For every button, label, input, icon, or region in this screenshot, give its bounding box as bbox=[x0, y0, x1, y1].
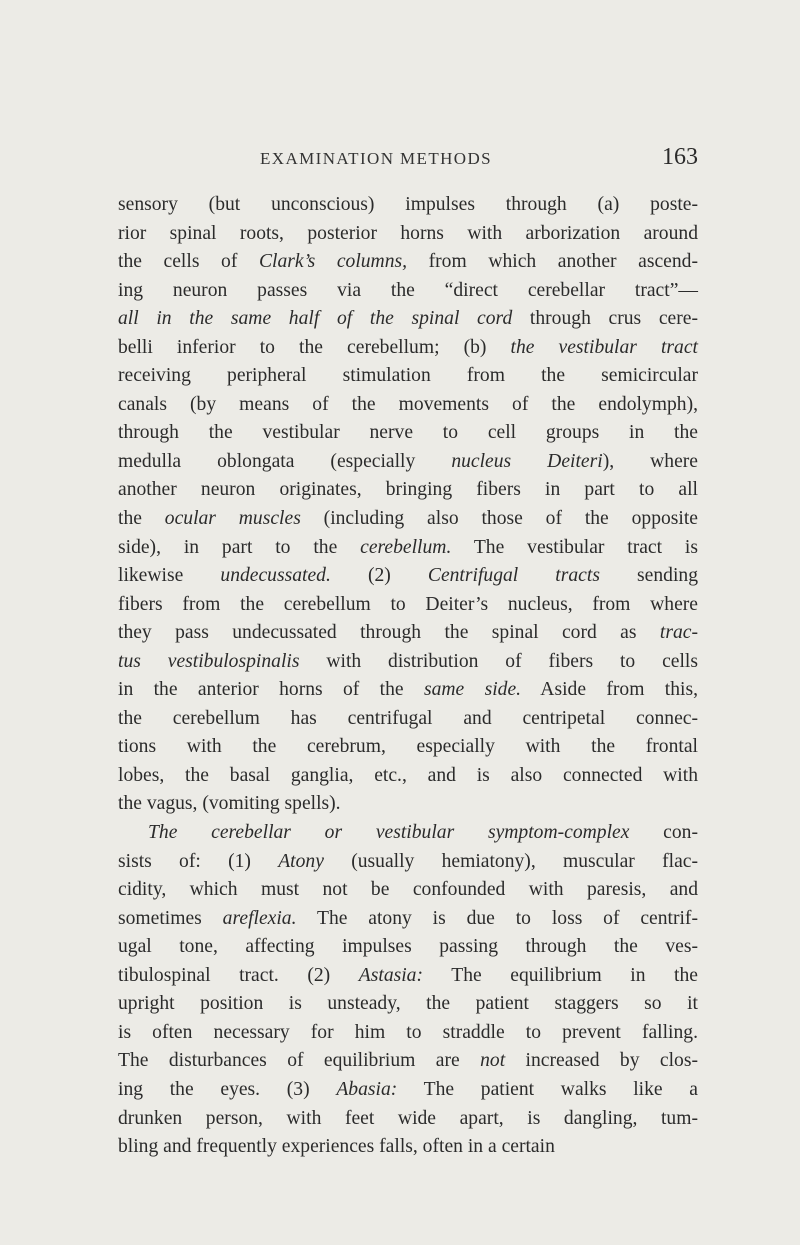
text-line bbox=[118, 334, 698, 363]
text-run: receiving peripheral stimulation from the semicircular bbox=[118, 365, 698, 387]
text-run: another neuron originates, bringing fibers in part to all bbox=[118, 479, 698, 501]
text-line bbox=[118, 534, 698, 563]
italic-text: tus vestibulospinalis bbox=[118, 650, 300, 672]
text-line bbox=[118, 848, 698, 877]
text-line bbox=[118, 277, 698, 306]
text-line bbox=[118, 676, 698, 705]
text-run: in the anterior horns of the bbox=[118, 679, 424, 701]
italic-text: ocular muscles bbox=[164, 508, 301, 530]
page-number: 163 bbox=[662, 144, 698, 170]
text-run: ), where bbox=[602, 450, 698, 472]
text-run: drunken person, with feet wide apart, is dangling, tum- bbox=[118, 1107, 698, 1129]
text-line bbox=[118, 819, 698, 848]
text-run: from which another ascend- bbox=[407, 251, 698, 273]
text-line bbox=[118, 762, 698, 791]
text-run: is often necessary for him to straddle to prevent falling. bbox=[118, 1021, 698, 1043]
text-run: the bbox=[118, 508, 165, 530]
text-run: (2) bbox=[330, 565, 428, 587]
italic-text: Abasia: bbox=[336, 1078, 398, 1100]
text-run: side), in part to the bbox=[118, 536, 361, 558]
text-line bbox=[118, 1105, 698, 1134]
text-line bbox=[118, 505, 698, 534]
text-line bbox=[118, 362, 698, 391]
italic-text: Centrifugal tracts bbox=[427, 565, 600, 587]
text-line bbox=[118, 562, 698, 591]
text-run: sending bbox=[599, 565, 698, 587]
text-run: tibulospinal tract. (2) bbox=[118, 964, 359, 986]
italic-text: Astasia: bbox=[358, 964, 424, 986]
text-line bbox=[118, 220, 698, 249]
text-run: The equilibrium in the bbox=[423, 964, 698, 986]
text-run: The disturbances of equilibrium are bbox=[118, 1050, 481, 1072]
text-line bbox=[118, 248, 698, 277]
italic-text: The cerebellar or vestibular symptom-complex bbox=[148, 822, 630, 844]
text-run: sensory (but unconscious) impulses through (a) poste- bbox=[118, 194, 698, 215]
text-line bbox=[118, 191, 698, 220]
italic-text: not bbox=[480, 1050, 506, 1072]
text-run: increased by clos- bbox=[505, 1050, 699, 1072]
text-line bbox=[118, 619, 698, 648]
text-run: ing neuron passes via the “direct cerebellar tract”— bbox=[118, 279, 698, 301]
text-line bbox=[118, 391, 698, 420]
text-run: medulla oblongata (especially bbox=[118, 450, 452, 472]
text-run: cidity, which must not be confounded with paresis, and bbox=[118, 879, 698, 901]
italic-text: the vestibular tract bbox=[510, 336, 698, 358]
text-line bbox=[118, 1047, 698, 1076]
running-title: EXAMINATION METHODS bbox=[260, 149, 493, 168]
text-run: bling and frequently experiences falls, often in a certain bbox=[118, 1136, 555, 1158]
text-run: (usually hemiatony), muscular flac- bbox=[323, 850, 698, 872]
text-run: through crus cere- bbox=[512, 308, 698, 330]
italic-text: nucleus Deiteri bbox=[451, 450, 603, 472]
text-line bbox=[118, 933, 698, 962]
text-line bbox=[118, 733, 698, 762]
text-line bbox=[118, 305, 698, 334]
text-line bbox=[118, 962, 698, 991]
text-line bbox=[118, 419, 698, 448]
italic-text: same side. bbox=[423, 679, 522, 701]
text-line bbox=[118, 990, 698, 1019]
text-run: ugal tone, affecting impulses passing through the ves- bbox=[118, 936, 698, 958]
italic-text: Atony bbox=[278, 850, 324, 872]
body-text bbox=[118, 191, 698, 1162]
italic-text: all in the same half of the spinal cord bbox=[118, 308, 513, 330]
text-run: canals (by means of the movements of the endolymph), bbox=[118, 393, 698, 415]
text-run: Aside from this, bbox=[521, 679, 698, 701]
text-run: The vestibular tract is bbox=[451, 536, 698, 558]
text-run: fibers from the cerebellum to Deiter’s nucleus, from where bbox=[118, 593, 698, 615]
text-run: The atony is due to loss of centrif- bbox=[296, 907, 698, 929]
text-run: likewise bbox=[118, 565, 221, 587]
text-run: through the vestibular nerve to cell groups in the bbox=[118, 422, 698, 444]
text-run: sometimes bbox=[118, 907, 223, 929]
text-line bbox=[118, 648, 698, 677]
text-run: sists of: (1) bbox=[118, 850, 279, 872]
text-run: belli inferior to the cerebellum; (b) bbox=[118, 336, 511, 358]
text-line bbox=[118, 476, 698, 505]
text-line bbox=[118, 448, 698, 477]
text-run: ing the eyes. (3) bbox=[118, 1078, 337, 1100]
text-run: (including also those of the opposite bbox=[300, 508, 698, 530]
text-run: con- bbox=[629, 822, 699, 844]
text-run: upright position is unsteady, the patient staggers so it bbox=[118, 993, 698, 1015]
text-line bbox=[118, 1076, 698, 1105]
text-line bbox=[118, 705, 698, 734]
text-run: with distribution of fibers to cells bbox=[299, 650, 698, 672]
text-run: rior spinal roots, posterior horns with arborization around bbox=[118, 222, 698, 244]
page-header bbox=[118, 144, 698, 177]
italic-text: undecussated. bbox=[220, 565, 331, 587]
text-run: the vagus, (vomiting spells). bbox=[118, 793, 341, 815]
text-run: the cerebellum has centrifugal and centripetal connec- bbox=[118, 707, 698, 729]
text-line bbox=[118, 905, 698, 934]
text-line bbox=[118, 790, 698, 819]
italic-text: trac- bbox=[659, 622, 698, 644]
text-line bbox=[118, 591, 698, 620]
text-run: the cells of bbox=[118, 251, 259, 273]
text-line bbox=[118, 1019, 698, 1048]
text-run: lobes, the basal ganglia, etc., and is also connected with bbox=[118, 764, 698, 786]
text-run: tions with the cerebrum, especially with the frontal bbox=[118, 736, 698, 758]
italic-text: Clark’s columns, bbox=[258, 251, 408, 273]
text-line bbox=[118, 876, 698, 905]
italic-text: areflexia. bbox=[222, 907, 297, 929]
text-line bbox=[118, 1133, 698, 1162]
text-run: The patient walks like a bbox=[397, 1078, 698, 1100]
text-run: they pass undecussated through the spinal cord as bbox=[118, 622, 660, 644]
italic-text: cerebellum. bbox=[360, 536, 452, 558]
